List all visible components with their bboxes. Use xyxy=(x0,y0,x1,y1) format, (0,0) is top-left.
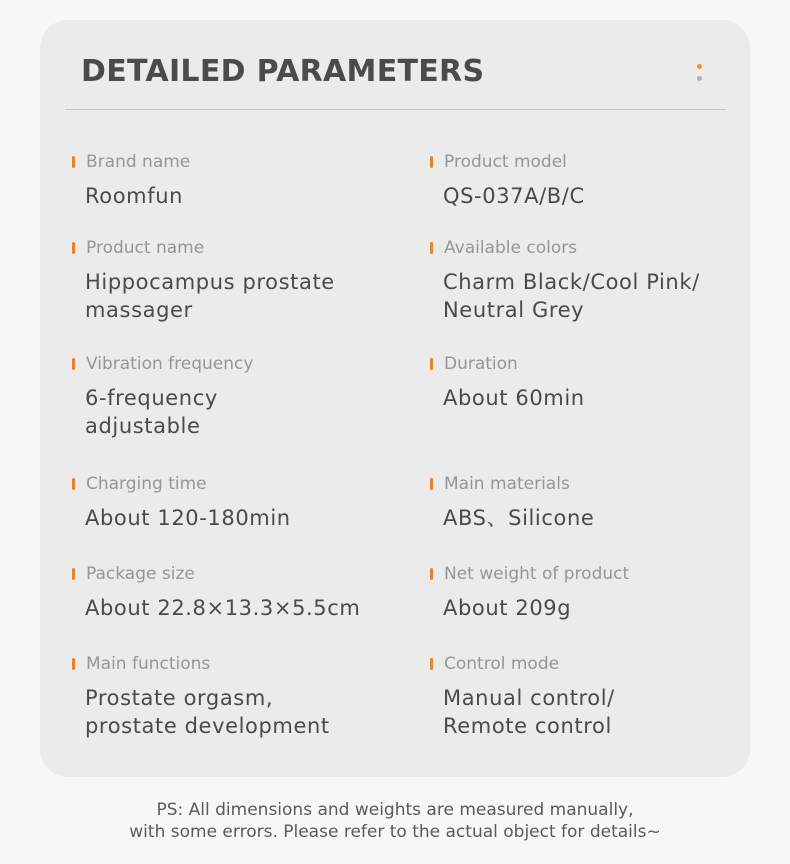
param-value: QS-037A/B/C xyxy=(443,184,585,208)
param-label: Available colors xyxy=(444,238,578,258)
accent-bar xyxy=(72,658,75,670)
param-value: About 120-180min xyxy=(85,506,291,530)
accent-bar xyxy=(72,478,75,490)
footnote: PS: All dimensions and weights are measured manually, with some errors. Please refer to the actual object for details~ xyxy=(129,800,661,842)
param-label: Product model xyxy=(444,152,567,172)
dot-accent xyxy=(697,64,702,69)
header-divider xyxy=(65,109,726,110)
param-value: Hippocampus prostate massager xyxy=(85,270,335,322)
param-value: Roomfun xyxy=(85,184,184,208)
vertical-dots-icon xyxy=(697,64,703,84)
accent-bar xyxy=(430,658,433,670)
param-value: 6-frequency adjustable xyxy=(85,386,218,438)
accent-bar xyxy=(72,568,75,580)
accent-bar xyxy=(430,478,433,490)
param-label: Product name xyxy=(86,238,205,258)
param-label: Duration xyxy=(444,354,518,374)
param-label: Brand name xyxy=(86,152,191,172)
param-label: Control mode xyxy=(444,654,560,674)
param-value: Prostate orgasm, prostate development xyxy=(85,686,330,738)
param-value: About 209g xyxy=(443,596,572,620)
param-label: Net weight of product xyxy=(444,564,630,584)
param-value: Charm Black/Cool Pink/ Neutral Grey xyxy=(443,270,700,322)
accent-bar xyxy=(430,156,433,168)
accent-bar xyxy=(430,568,433,580)
param-label: Main functions xyxy=(86,654,211,674)
dot-grey xyxy=(697,76,702,81)
accent-bar xyxy=(430,242,433,254)
accent-bar xyxy=(72,156,75,168)
param-label: Vibration frequency xyxy=(86,354,254,374)
param-value: ABS、Silicone xyxy=(443,506,595,530)
param-value: About 22.8×13.3×5.5cm xyxy=(85,596,361,620)
param-value: Manual control/ Remote control xyxy=(443,686,615,738)
param-value: About 60min xyxy=(443,386,585,410)
page-title: DETAILED PARAMETERS xyxy=(81,54,485,89)
param-label: Main materials xyxy=(444,474,570,494)
parameters-card xyxy=(40,20,750,777)
accent-bar xyxy=(430,358,433,370)
accent-bar xyxy=(72,358,75,370)
param-label: Package size xyxy=(86,564,195,584)
param-label: Charging time xyxy=(86,474,207,494)
accent-bar xyxy=(72,242,75,254)
